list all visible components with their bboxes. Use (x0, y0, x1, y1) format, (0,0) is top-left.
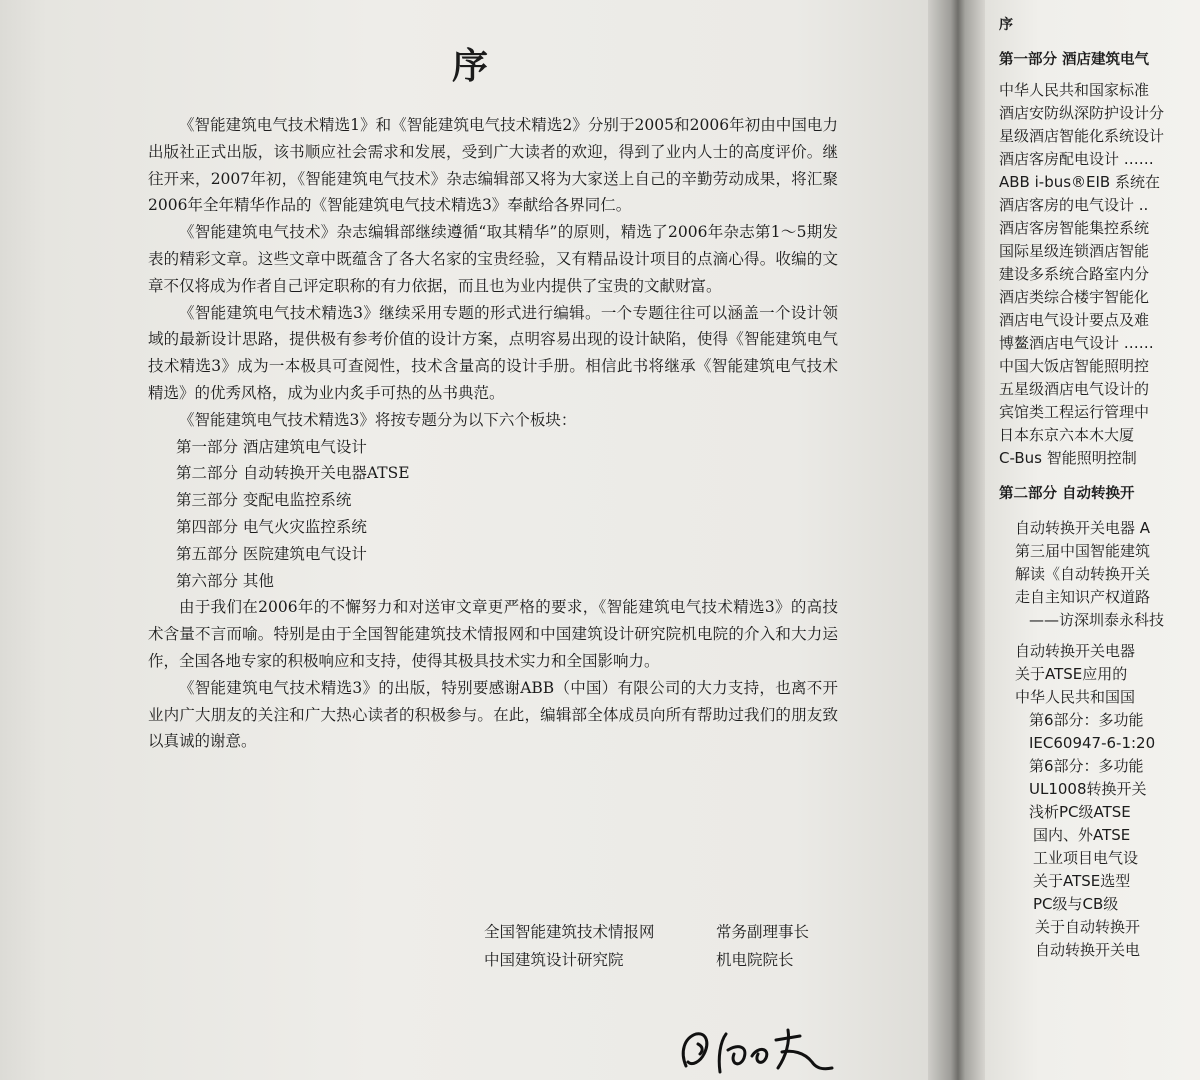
toc-item: 国内、外ATSE (1033, 826, 1131, 844)
toc-item: ABB i-bus®EIB 系统在 (999, 173, 1160, 191)
toc-item: 第6部分：多功能 (1029, 757, 1144, 775)
signature-row (484, 918, 809, 946)
toc-item: PC级与CB级 (1033, 895, 1119, 913)
preface-paragraph-6: 《智能建筑电气技术精选3》的出版，特别要感谢ABB（中国）有限公司的大力支持，也离不开业内广大朋友的关注和广大热心读者的积极参与。在此，编辑部全体成员向所有帮助过我们的朋友致以真诚的谢意。 (148, 678, 838, 751)
toc-part-title: 第一部分 酒店建筑电气 (999, 52, 1150, 68)
toc-item: 酒店客房的电气设计 .. (999, 196, 1149, 214)
part-item: 第一部分 酒店建筑电气设计 (176, 437, 367, 456)
toc-item: 解读《自动转换开关 (1015, 565, 1151, 583)
toc-item: 日本东京六本木大厦 (999, 426, 1135, 444)
toc-item: 关于ATSE应用的 (1015, 665, 1128, 683)
part-item: 第二部分 自动转换开关电器ATSE (176, 464, 410, 483)
toc-item: 第三届中国智能建筑 (1015, 542, 1151, 560)
part-item: 第五部分 医院建筑电气设计 (176, 544, 367, 563)
toc-item: 中国大饭店智能照明控 (999, 357, 1150, 375)
part-item: 第六部分 其他 (176, 571, 274, 590)
signature-role: 常务副理事长 (716, 923, 810, 941)
signature-block (484, 918, 809, 974)
book-spine (928, 0, 988, 1080)
table-of-contents (999, 14, 1200, 962)
toc-item: C-Bus 智能照明控制 (999, 449, 1137, 467)
right-page (985, 0, 1200, 1080)
toc-item: 博鳌酒店电气设计 …… (999, 334, 1154, 352)
toc-item: 关于自动转换开 (1035, 918, 1141, 936)
part-item: 第三部分 变配电监控系统 (176, 491, 352, 510)
toc-item: 工业项目电气设 (1033, 849, 1139, 867)
toc-item: 中华人民共和国国 (1015, 688, 1136, 706)
toc-part1-list (999, 79, 1200, 470)
toc-item: 国际星级连锁酒店智能 (999, 242, 1150, 260)
toc-item: 浅析PC级ATSE (1029, 803, 1131, 821)
toc-item: 自动转换开关电 (1035, 941, 1141, 959)
toc-item: 宾馆类工程运行管理中 (999, 403, 1150, 421)
toc-item: 酒店类综合楼宇智能化 (999, 288, 1150, 306)
signature-role: 机电院院长 (716, 951, 794, 969)
handwritten-signature (672, 1022, 852, 1080)
toc-item: 建设多系统合路室内分 (999, 265, 1150, 283)
preface-paragraph-1: 《智能建筑电气技术精选1》和《智能建筑电气技术精选2》分别于2005和2006年初由中国电力出版社正式出版，该书顺应社会需求和发展，受到广大读者的欢迎，得到了业内人士的高度评价。继往开来，2007年初，《智能建筑电气技术》杂志编辑部又将为大家送上自己的辛勤劳动成果，将汇聚2006年全年精华作品的《智能建筑电气技术精选3》奉献给各界同仁。 (148, 116, 838, 215)
toc-item: 星级酒店智能化系统设计 (999, 127, 1165, 145)
toc-part-title: 第二部分 自动转换开 (999, 486, 1135, 502)
toc-item: 五星级酒店电气设计的 (999, 380, 1150, 398)
toc-item: 酒店电气设计要点及难 (999, 311, 1150, 329)
signature-org: 中国建筑设计研究院 (484, 951, 624, 969)
toc-item: IEC60947-6-1:20 (1029, 734, 1156, 752)
toc-item: 酒店客房配电设计 …… (999, 150, 1154, 168)
page-title: 序 (452, 46, 491, 87)
toc-item: 中华人民共和国家标准 (999, 81, 1150, 99)
part-item: 第四部分 电气火灾监控系统 (176, 517, 367, 536)
preface-paragraph-2: 《智能建筑电气技术》杂志编辑部继续遵循“取其精华”的原则，精选了2006年杂志第1～5期发表的精彩文章。这些文章中既蕴含了各大名家的宝贵经验，又有精品设计项目的点滴心得。收编的文章不仅将成为作者自己评定职称的有力依据，而且也为业内提供了宝贵的文献财富。 (148, 223, 838, 295)
toc-item: ——访深圳泰永科技 (1029, 611, 1165, 629)
toc-item: 自动转换开关电器 A (1015, 519, 1151, 537)
toc-header: 序 (999, 17, 1013, 33)
toc-item: 走自主知识产权道路 (1015, 588, 1151, 606)
preface-paragraph-4: 《智能建筑电气技术精选3》将按专题分为以下六个板块： (179, 410, 577, 429)
toc-item: 关于ATSE选型 (1033, 872, 1131, 890)
toc-item: 酒店安防纵深防护设计分 (999, 104, 1165, 122)
toc-item: UL1008转换开关 (1029, 780, 1147, 798)
toc-item: 第6部分：多功能 (1029, 711, 1144, 729)
signature-org: 全国智能建筑技术情报网 (484, 923, 655, 941)
signature-row (484, 946, 809, 974)
parts-list (148, 434, 838, 595)
preface-body (148, 112, 838, 755)
preface-paragraph-3: 《智能建筑电气技术精选3》继续采用专题的形式进行编辑。一个专题往往可以涵盖一个设计领域的最新设计思路，提供极有参考价值的设计方案，点明容易出现的设计缺陷，使得《智能建筑电气技术精选3》成为一本极具可查阅性，技术含量高的设计手册。相信此书将继承《智能建筑电气技术精选》的优秀风格，成为业内炙手可热的丛书典范。 (148, 303, 838, 402)
preface-paragraph-5: 由于我们在2006年的不懈努力和对送审文章更严格的要求，《智能建筑电气技术精选3》的高技术含量不言而喻。特别是由于全国智能建筑技术情报网和中国建筑设计研究院机电院的介入和大力运作，全国各地专家的积极响应和支持，使得其极具技术实力和全国影响力。 (148, 598, 838, 670)
toc-item: 自动转换开关电器 (1015, 642, 1136, 660)
toc-part2-list (999, 517, 1200, 962)
toc-item: 酒店客房智能集控系统 (999, 219, 1150, 237)
